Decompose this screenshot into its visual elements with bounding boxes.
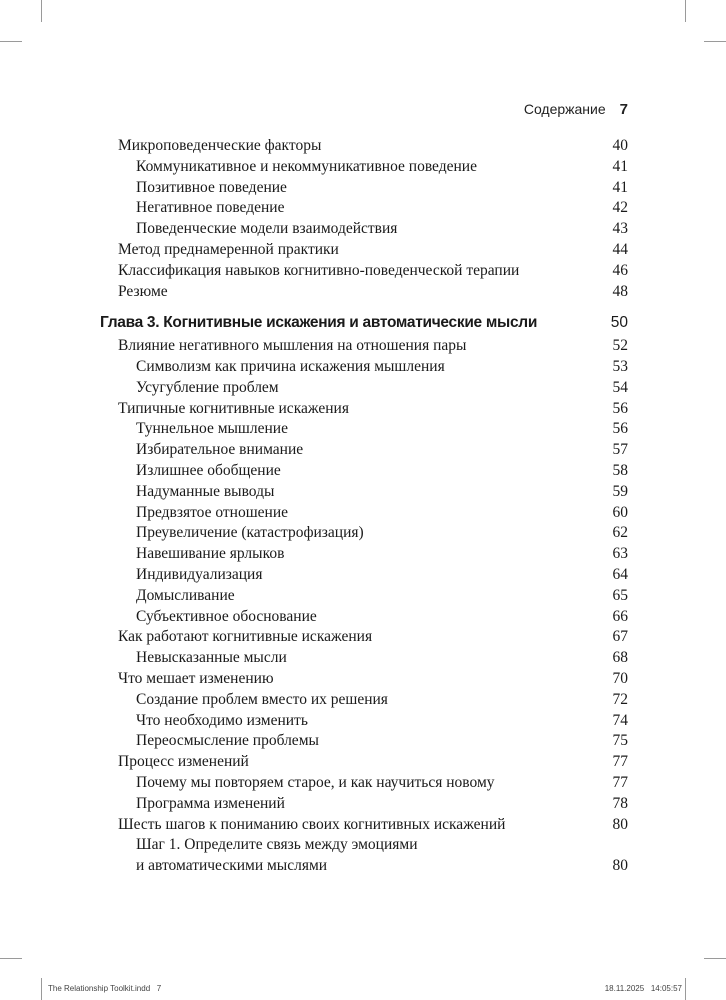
toc-entry-title: Шаг 1. Определите связь между эмоциями и автоматическими мыслями [136, 836, 418, 875]
toc-entry [100, 690, 628, 711]
toc-entry-page: 77 [612, 773, 628, 791]
toc-entry [100, 835, 628, 877]
toc-entry [100, 336, 628, 357]
toc-entry-title: Навешивание ярлыков [136, 545, 285, 563]
toc-entry-title: Усугубление проблем [136, 378, 279, 396]
toc-entry-page: 70 [612, 669, 628, 687]
print-timestamp: 18.11.2025 14:05:57 [604, 984, 682, 993]
toc-entry-title: Предвзятое отношение [136, 503, 288, 521]
toc-entry-page: 65 [612, 586, 628, 604]
toc-entry-title: Коммуникативное и некоммуникативное поведение [136, 157, 477, 175]
crop-mark-right-bottom [704, 958, 726, 959]
toc-entry-page: 40 [612, 137, 628, 154]
toc-entry [100, 752, 628, 773]
toc-entry-title: Избирательное внимание [136, 441, 304, 459]
toc-entry-page: 56 [612, 420, 628, 438]
toc-entry-page: 46 [612, 261, 628, 279]
crop-mark-bottom-left [41, 978, 42, 1000]
toc-entry-title: Влияние негативного мышления на отношения пары [118, 337, 467, 355]
toc-entry-title: Что необходимо изменить [136, 711, 308, 729]
toc-entry [100, 627, 628, 648]
toc-entry [100, 607, 628, 628]
toc-entry-title: Почему мы повторяем старое, и как научиться новому [136, 773, 495, 791]
toc-entry-page: 50 [610, 314, 628, 332]
toc-entry [100, 731, 628, 752]
toc-entry [100, 565, 628, 586]
toc-entry [100, 178, 628, 199]
toc-entry [100, 240, 628, 261]
crop-mark-bottom-right [685, 978, 686, 1000]
toc-entry-page: 41 [612, 157, 628, 175]
toc-entry-title: Позитивное поведение [136, 178, 287, 196]
toc-entry-page: 62 [612, 524, 628, 542]
toc-entry-title: Глава 3. Когнитивные искажения и автоматические мысли [100, 314, 538, 332]
toc-entry-page: 52 [612, 337, 628, 355]
toc-entry-title: Домысливание [136, 586, 235, 604]
toc-entry-page: 68 [612, 649, 628, 667]
toc-entry-title: Поведенческие модели взаимодействия [136, 220, 398, 238]
toc-entry-title: Классификация навыков когнитивно-поведенческой терапии [118, 261, 520, 279]
toc-entry-page: 42 [612, 199, 628, 217]
toc-entry [100, 219, 628, 240]
toc-entry [100, 773, 628, 794]
toc-entry-page: 43 [612, 220, 628, 238]
toc-entry-page: 58 [612, 461, 628, 479]
toc-entry [100, 136, 628, 157]
toc-entry-page: 63 [612, 545, 628, 563]
toc-entry-page: 77 [612, 753, 628, 771]
toc-entry-page: 53 [612, 357, 628, 375]
toc-entry-page: 48 [612, 282, 628, 300]
toc-entry [100, 648, 628, 669]
toc-entry-title: Создание проблем вместо их решения [136, 690, 388, 708]
toc-entry-page: 67 [612, 628, 628, 646]
toc-entry [100, 815, 628, 836]
running-head [524, 101, 628, 118]
toc-entry-page: 41 [612, 178, 628, 196]
toc-entry [100, 157, 628, 178]
toc-entry-title: Излишнее обобщение [136, 461, 281, 479]
toc-entry-title: Преувеличение (катастрофизация) [136, 524, 364, 542]
toc-entry-title: Резюме [118, 282, 168, 300]
toc-entry-page: 57 [612, 441, 628, 459]
toc-entry-title: Символизм как причина искажения мышления [136, 357, 445, 375]
toc-entry-title: Переосмысление проблемы [136, 732, 319, 750]
toc-entry-page: 80 [612, 815, 628, 833]
toc-chapter-entry [100, 313, 628, 334]
page-number: 7 [619, 101, 628, 118]
crop-mark-left-bottom [0, 958, 22, 959]
toc-entry-page: 64 [612, 565, 628, 583]
toc-entry [100, 399, 628, 420]
toc-entry-page: 75 [612, 732, 628, 750]
toc-entry-title: Невысказанные мысли [136, 649, 287, 667]
toc-entry-page: 60 [612, 503, 628, 521]
toc-entry-title: Субъективное обоснование [136, 607, 317, 625]
toc-entry [100, 357, 628, 378]
toc-entry-page: 80 [612, 857, 628, 875]
section-title: Содержание [523, 101, 606, 117]
toc-entry-title: Как работают когнитивные искажения [118, 628, 373, 646]
toc-entry-title: Индивидуализация [136, 565, 263, 583]
toc-entry [100, 544, 628, 565]
toc-entry-title: Что мешает изменению [118, 669, 274, 687]
table-of-contents [100, 136, 628, 877]
toc-entry-page: 59 [612, 482, 628, 500]
toc-entry-title: Микроповеденческие факторы [118, 137, 322, 154]
toc-entry [100, 523, 628, 544]
toc-entry-title: Негативное поведение [136, 199, 285, 217]
toc-entry-title: Надуманные выводы [136, 482, 275, 500]
toc-entry [100, 503, 628, 524]
toc-entry [100, 482, 628, 503]
crop-mark-top-right [685, 0, 686, 22]
toc-entry [100, 711, 628, 732]
toc-entry-page: 78 [612, 794, 628, 812]
toc-entry-page: 56 [612, 399, 628, 417]
toc-entry-title: Программа изменений [136, 794, 285, 812]
toc-entry [100, 419, 628, 440]
toc-entry [100, 461, 628, 482]
toc-entry [100, 198, 628, 219]
toc-entry [100, 586, 628, 607]
toc-entry-title: Туннельное мышление [136, 420, 288, 438]
crop-mark-left-top [0, 41, 22, 42]
toc-entry [100, 378, 628, 399]
toc-entry [100, 669, 628, 690]
crop-mark-right-top [704, 41, 726, 42]
toc-entry [100, 282, 628, 303]
file-slug: The Relationship Toolkit.indd 7 [48, 984, 162, 993]
toc-entry-title: Шесть шагов к пониманию своих когнитивных искажений [118, 815, 506, 833]
toc-entry-page: 66 [612, 607, 628, 625]
toc-entry-page: 74 [612, 711, 628, 729]
toc-entry [100, 440, 628, 461]
toc-entry-title: Процесс изменений [118, 753, 249, 771]
toc-entry [100, 794, 628, 815]
toc-entry-page: 72 [612, 690, 628, 708]
toc-entry-page: 54 [612, 378, 628, 396]
toc-entry-title: Метод преднамеренной практики [118, 240, 339, 258]
toc-entry-page: 44 [612, 240, 628, 258]
toc-entry [100, 261, 628, 282]
toc-entry-title: Типичные когнитивные искажения [118, 399, 349, 417]
crop-mark-top-left [41, 0, 42, 22]
